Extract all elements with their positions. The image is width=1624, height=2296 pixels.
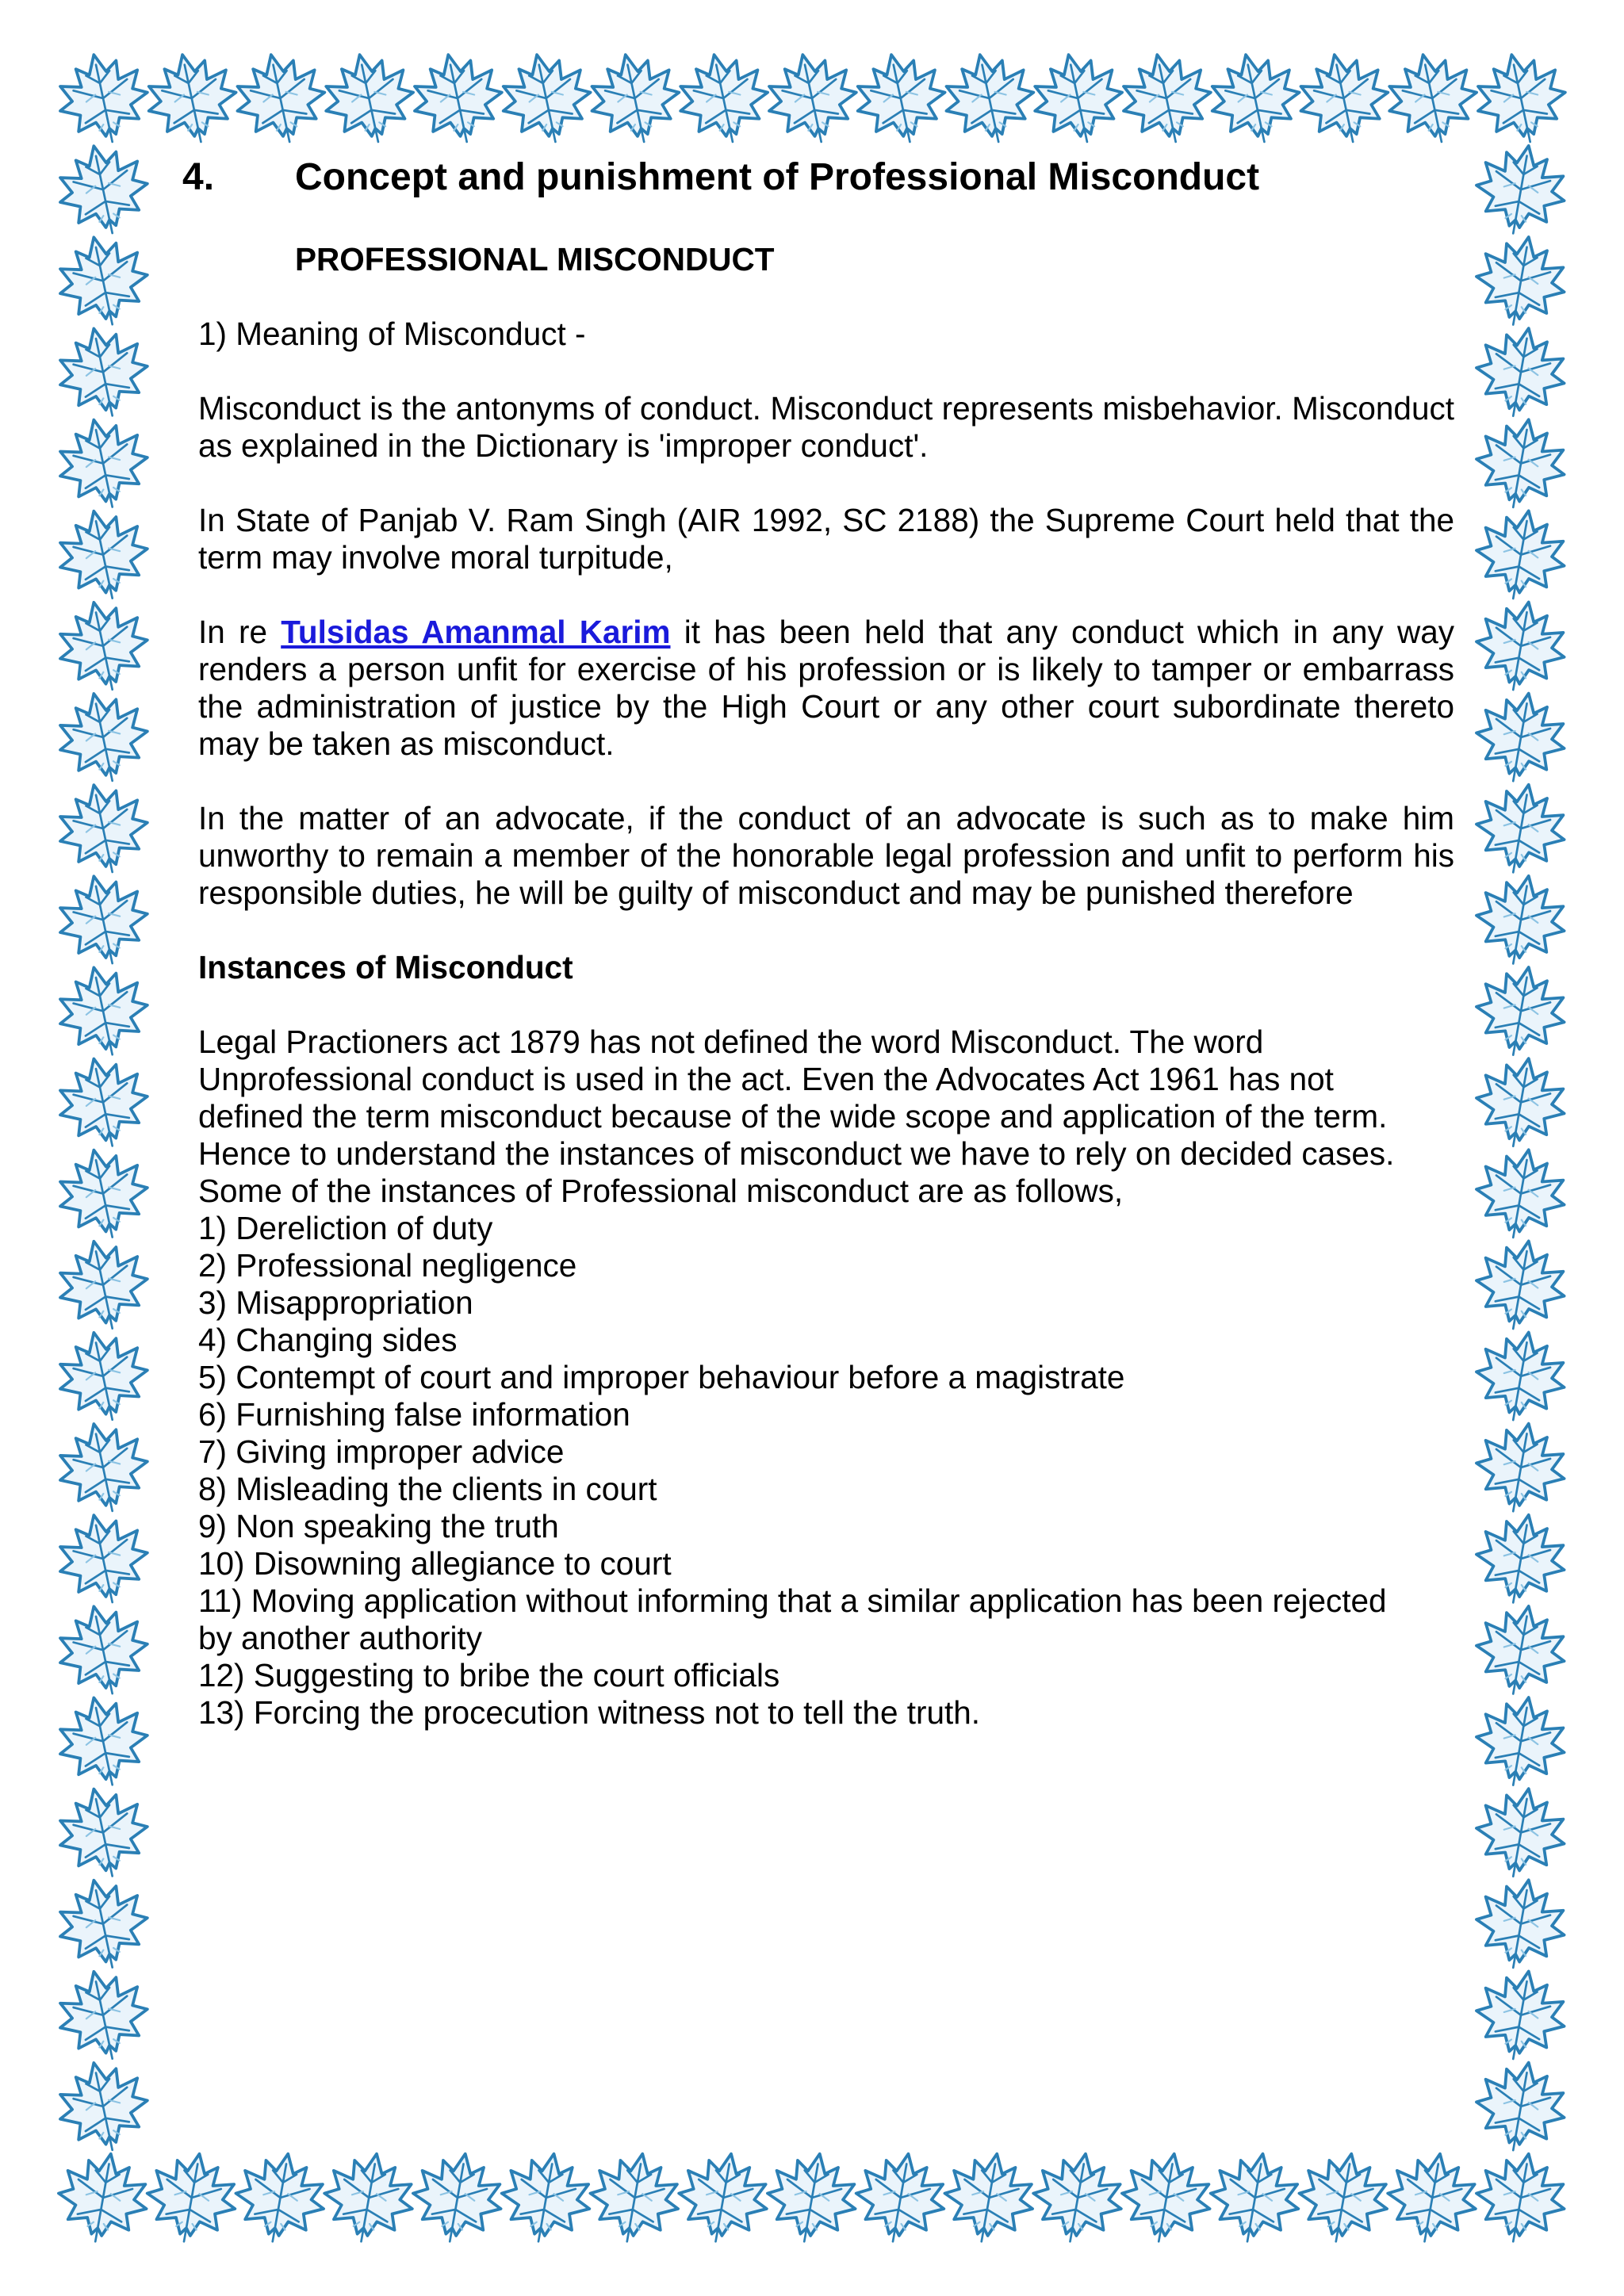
maple-leaf-icon — [50, 1232, 155, 1337]
maple-leaf-icon — [50, 1414, 155, 1520]
maple-leaf-icon — [1380, 45, 1485, 151]
para3-prefix: In re — [198, 614, 282, 650]
maple-leaf-icon — [1469, 229, 1572, 332]
maple-leaf-icon — [50, 1050, 155, 1155]
maple-leaf-icon — [50, 775, 155, 881]
maple-leaf-icon — [50, 1323, 155, 1429]
intro-line: defined the term misconduct because of the wide scope and application of the term. — [198, 1098, 1388, 1135]
maple-leaf-icon — [50, 502, 155, 607]
maple-leaf-icon — [50, 2053, 155, 2159]
list-item: by another authority — [198, 1620, 482, 1656]
maple-leaf-icon — [759, 45, 864, 151]
maple-leaf-icon — [495, 2146, 598, 2249]
list-item: 1) Dereliction of duty — [198, 1210, 493, 1246]
maple-leaf-icon — [50, 1506, 155, 1611]
list-item: 7) Giving improper advice — [198, 1433, 565, 1470]
maple-leaf-icon — [1469, 1325, 1572, 1428]
maple-leaf-icon — [671, 45, 776, 151]
maple-leaf-icon — [1468, 45, 1573, 151]
maple-leaf-icon — [50, 684, 155, 790]
section-heading — [182, 156, 1454, 209]
maple-leaf-icon — [139, 45, 244, 151]
meaning-paragraph-1: Misconduct is the antonyms of conduct. Misconduct represents misbehavior. Misconduct as explained in the Dictionary is 'improper conduct'. — [198, 390, 1454, 464]
maple-leaf-icon — [1469, 1142, 1572, 1246]
maple-leaf-icon — [1202, 45, 1308, 151]
maple-leaf-icon — [1469, 777, 1572, 880]
maple-leaf-icon — [50, 320, 155, 425]
intro-line: Some of the instances of Professional misconduct are as follows, — [198, 1173, 1124, 1209]
maple-leaf-icon — [937, 2146, 1040, 2249]
para3-suffix: it has been held that any conduct which in any way renders a person unfit for exercise of his profession or is likely to tamper or embarrass the administration of justice by the High Court or any other court subordinate thereto may be taken as misconduct. — [198, 614, 1455, 762]
maple-leaf-icon — [1469, 1781, 1572, 1884]
intro-line: Hence to understand the instances of misconduct we have to rely on decided cases. — [198, 1135, 1395, 1172]
maple-leaf-icon — [848, 45, 953, 151]
list-item: 9) Non speaking the truth — [198, 1508, 559, 1544]
subheading: PROFESSIONAL MISCONDUCT — [295, 241, 775, 277]
maple-leaf-icon — [50, 228, 155, 334]
maple-leaf-icon — [1469, 595, 1572, 698]
case-link-tulsidas[interactable]: Tulsidas Amanmal Karim — [281, 614, 671, 650]
maple-leaf-icon — [1469, 411, 1572, 515]
instances-heading: Instances of Misconduct — [198, 949, 573, 985]
list-item: 11) Moving application without informing that a similar application has been rejected — [198, 1582, 1387, 1619]
maple-leaf-icon — [1469, 1234, 1572, 1337]
maple-leaf-icon — [50, 137, 155, 243]
meaning-paragraph-2: In State of Panjab V. Ram Singh (AIR 1992, SC 2188) the Supreme Court held that the term may involve moral turpitude, — [198, 502, 1454, 576]
maple-leaf-icon — [1292, 2146, 1395, 2249]
maple-leaf-icon — [406, 2146, 509, 2249]
list-item: 3) Misappropriation — [198, 1284, 473, 1321]
maple-leaf-icon — [1469, 2055, 1572, 2158]
maple-leaf-icon — [1026, 2146, 1129, 2249]
list-item: 4) Changing sides — [198, 1322, 458, 1358]
section-title: Concept and punishment of Professional Misconduct — [295, 156, 1260, 198]
document-body — [182, 156, 1455, 1732]
maple-leaf-icon — [50, 1598, 155, 1703]
maple-leaf-icon — [1469, 1598, 1572, 1701]
maple-leaf-icon — [228, 2146, 331, 2249]
intro-line: Unprofessional conduct is used in the act. Even the Advocates Act 1961 has not — [198, 1061, 1334, 1097]
maple-leaf-icon — [1469, 320, 1572, 423]
maple-leaf-icon — [50, 593, 155, 698]
maple-leaf-icon — [493, 45, 599, 151]
maple-leaf-icon — [1381, 2146, 1484, 2249]
maple-leaf-icon — [50, 1962, 155, 2068]
maple-leaf-icon — [50, 1689, 155, 1794]
section-number: 4. — [182, 156, 215, 198]
maple-leaf-icon — [50, 867, 155, 973]
maple-leaf-icon — [50, 959, 155, 1064]
meaning-heading: 1) Meaning of Misconduct - — [198, 316, 586, 352]
maple-leaf-icon — [1469, 138, 1572, 241]
maple-leaf-icon — [672, 2146, 775, 2249]
maple-leaf-icon — [1025, 45, 1131, 151]
instances-intro — [198, 1024, 1454, 1210]
maple-leaf-icon — [583, 2146, 686, 2249]
maple-leaf-icon — [1291, 45, 1396, 151]
maple-leaf-icon — [582, 45, 688, 151]
maple-leaf-icon — [1469, 1689, 1572, 1793]
maple-leaf-icon — [316, 45, 422, 151]
maple-leaf-icon — [1469, 1964, 1572, 2067]
list-item: 6) Furnishing false information — [198, 1396, 630, 1433]
maple-leaf-icon — [1469, 868, 1572, 971]
maple-leaf-icon — [1469, 1507, 1572, 1610]
list-item: 5) Contempt of court and improper behaviour before a magistrate — [198, 1359, 1125, 1395]
maple-leaf-icon — [317, 2146, 420, 2249]
maple-leaf-icon — [1469, 686, 1572, 789]
maple-leaf-icon — [1204, 2146, 1307, 2249]
maple-leaf-icon — [1469, 2146, 1572, 2249]
maple-leaf-icon — [1469, 1416, 1572, 1519]
list-item: 12) Suggesting to bribe the court officials — [198, 1657, 780, 1693]
maple-leaf-icon — [404, 45, 510, 151]
maple-leaf-icon — [228, 45, 333, 151]
maple-leaf-icon — [1469, 503, 1572, 607]
maple-leaf-icon — [760, 2146, 864, 2249]
intro-line: Legal Practioners act 1879 has not defined the word Misconduct. The word — [198, 1024, 1264, 1060]
maple-leaf-icon — [1469, 1050, 1572, 1154]
maple-leaf-icon — [50, 411, 155, 516]
maple-leaf-icon — [50, 1871, 155, 1976]
meaning-paragraph-4: In the matter of an advocate, if the conduct of an advocate is such as to make him unworthy to remain a member of the honorable legal profession and unfit to perform his responsible duties, he will be guilty of misconduct and may be punished therefore — [198, 800, 1454, 911]
maple-leaf-icon — [140, 2146, 243, 2249]
maple-leaf-icon — [1469, 959, 1572, 1062]
maple-leaf-icon — [1115, 2146, 1218, 2249]
maple-leaf-icon — [849, 2146, 952, 2249]
meaning-paragraph-3 — [198, 614, 1454, 763]
maple-leaf-icon — [936, 45, 1042, 151]
maple-leaf-icon — [1469, 1873, 1572, 1976]
maple-leaf-icon — [50, 45, 155, 151]
list-item: 8) Misleading the clients in court — [198, 1471, 657, 1507]
list-item: 10) Disowning allegiance to court — [198, 1545, 672, 1582]
list-item: 2) Professional negligence — [198, 1247, 577, 1284]
list-item: 13) Forcing the procecution witness not to tell the truth. — [198, 1694, 981, 1731]
maple-leaf-icon — [50, 1780, 155, 1885]
maple-leaf-icon — [1113, 45, 1219, 151]
maple-leaf-icon — [50, 1141, 155, 1246]
instances-list — [198, 1210, 1454, 1732]
maple-leaf-icon — [52, 2146, 155, 2249]
